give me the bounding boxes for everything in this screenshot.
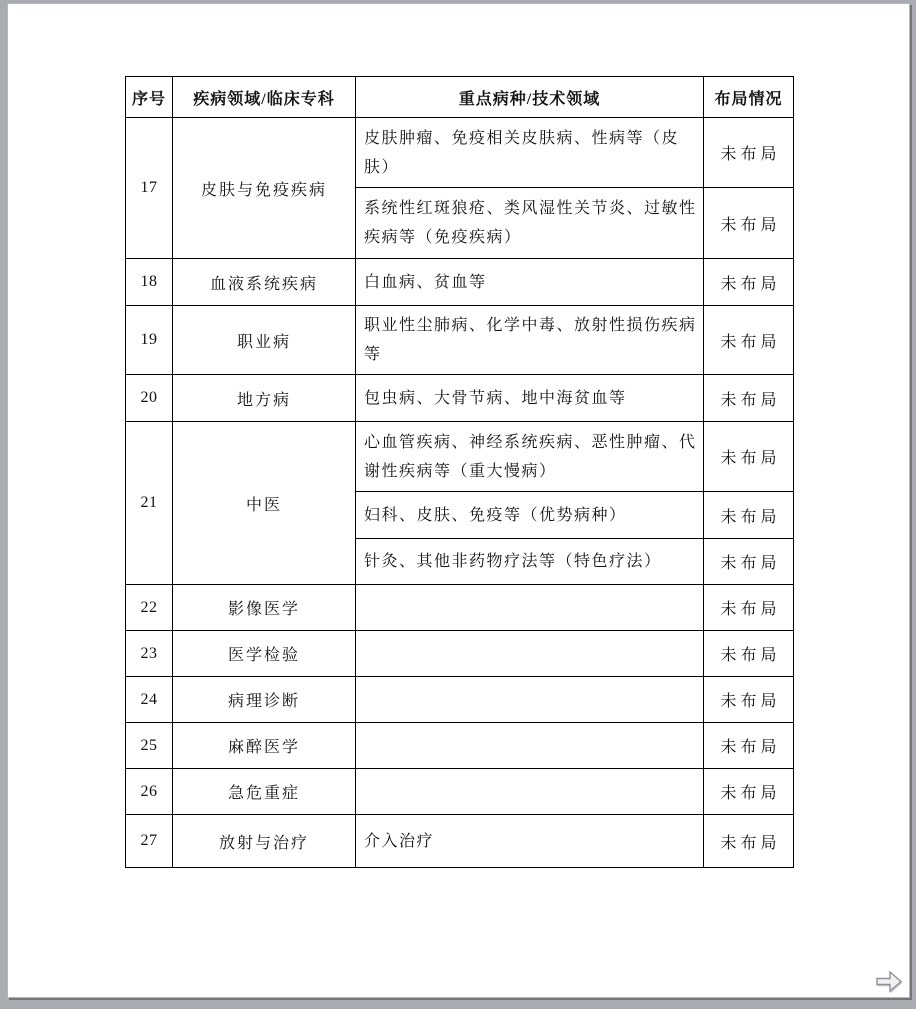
cell-disease-field: 中医 xyxy=(173,422,356,585)
cell-disease-field: 地方病 xyxy=(173,375,356,422)
cell-layout-status: 未布局 xyxy=(704,118,794,188)
cell-disease-field: 皮肤与免疫疾病 xyxy=(173,118,356,259)
cell-key-disease-detail xyxy=(356,677,704,723)
cell-key-disease-detail: 白血病、贫血等 xyxy=(356,259,704,306)
table-row xyxy=(126,375,794,422)
cell-key-disease-detail: 心血管疾病、神经系统疾病、恶性肿瘤、代谢性疾病等（重大慢病） xyxy=(356,422,704,492)
cell-layout-status: 未布局 xyxy=(704,539,794,585)
table-row xyxy=(126,631,794,677)
header-cell-field: 疾病领域/临床专科 xyxy=(173,77,356,118)
cell-disease-field: 放射与治疗 xyxy=(173,815,356,868)
cell-key-disease-detail: 皮肤肿瘤、免疫相关皮肤病、性病等（皮肤） xyxy=(356,118,704,188)
document-page xyxy=(7,3,910,998)
table-row xyxy=(126,585,794,631)
cell-layout-status: 未布局 xyxy=(704,769,794,815)
cell-disease-field: 急危重症 xyxy=(173,769,356,815)
cell-key-disease-detail xyxy=(356,585,704,631)
table-row xyxy=(126,815,794,868)
table-row xyxy=(126,118,794,188)
cell-serial-number: 17 xyxy=(126,118,173,259)
table-row xyxy=(126,306,794,375)
cell-key-disease-detail: 介入治疗 xyxy=(356,815,704,868)
cell-disease-field: 影像医学 xyxy=(173,585,356,631)
cell-serial-number: 22 xyxy=(126,585,173,631)
table-row xyxy=(126,769,794,815)
cell-serial-number: 20 xyxy=(126,375,173,422)
cell-serial-number: 21 xyxy=(126,422,173,585)
cell-key-disease-detail: 包虫病、大骨节病、地中海贫血等 xyxy=(356,375,704,422)
cell-serial-number: 25 xyxy=(126,723,173,769)
cell-disease-field: 医学检验 xyxy=(173,631,356,677)
cell-layout-status: 未布局 xyxy=(704,723,794,769)
table-row xyxy=(126,259,794,306)
table-row xyxy=(126,422,794,492)
cell-layout-status: 未布局 xyxy=(704,375,794,422)
disease-table xyxy=(125,76,794,868)
disease-table-header xyxy=(126,77,794,118)
cell-layout-status: 未布局 xyxy=(704,631,794,677)
cell-key-disease-detail: 系统性红斑狼疮、类风湿性关节炎、过敏性疾病等（免疫疾病） xyxy=(356,188,704,259)
cell-disease-field: 麻醉医学 xyxy=(173,723,356,769)
cell-layout-status: 未布局 xyxy=(704,259,794,306)
cell-key-disease-detail xyxy=(356,769,704,815)
cell-layout-status: 未布局 xyxy=(704,585,794,631)
next-page-arrow-icon[interactable] xyxy=(876,970,902,993)
cell-serial-number: 18 xyxy=(126,259,173,306)
cell-disease-field: 职业病 xyxy=(173,306,356,375)
cell-layout-status: 未布局 xyxy=(704,188,794,259)
cell-key-disease-detail: 妇科、皮肤、免疫等（优势病种） xyxy=(356,492,704,539)
header-cell-no: 序号 xyxy=(126,77,173,118)
header-cell-detail: 重点病种/技术领域 xyxy=(356,77,704,118)
cell-key-disease-detail: 针灸、其他非药物疗法等（特色疗法） xyxy=(356,539,704,585)
cell-layout-status: 未布局 xyxy=(704,492,794,539)
cell-key-disease-detail xyxy=(356,723,704,769)
cell-serial-number: 19 xyxy=(126,306,173,375)
table-row xyxy=(126,677,794,723)
cell-layout-status: 未布局 xyxy=(704,306,794,375)
cell-layout-status: 未布局 xyxy=(704,677,794,723)
header-cell-status: 布局情况 xyxy=(704,77,794,118)
cell-disease-field: 血液系统疾病 xyxy=(173,259,356,306)
cell-key-disease-detail xyxy=(356,631,704,677)
cell-serial-number: 24 xyxy=(126,677,173,723)
cell-serial-number: 26 xyxy=(126,769,173,815)
disease-table-body xyxy=(126,118,794,868)
cell-serial-number: 23 xyxy=(126,631,173,677)
cell-disease-field: 病理诊断 xyxy=(173,677,356,723)
table-header-row xyxy=(126,77,794,118)
cell-layout-status: 未布局 xyxy=(704,815,794,868)
cell-serial-number: 27 xyxy=(126,815,173,868)
table-row xyxy=(126,723,794,769)
cell-key-disease-detail: 职业性尘肺病、化学中毒、放射性损伤疾病等 xyxy=(356,306,704,375)
cell-layout-status: 未布局 xyxy=(704,422,794,492)
